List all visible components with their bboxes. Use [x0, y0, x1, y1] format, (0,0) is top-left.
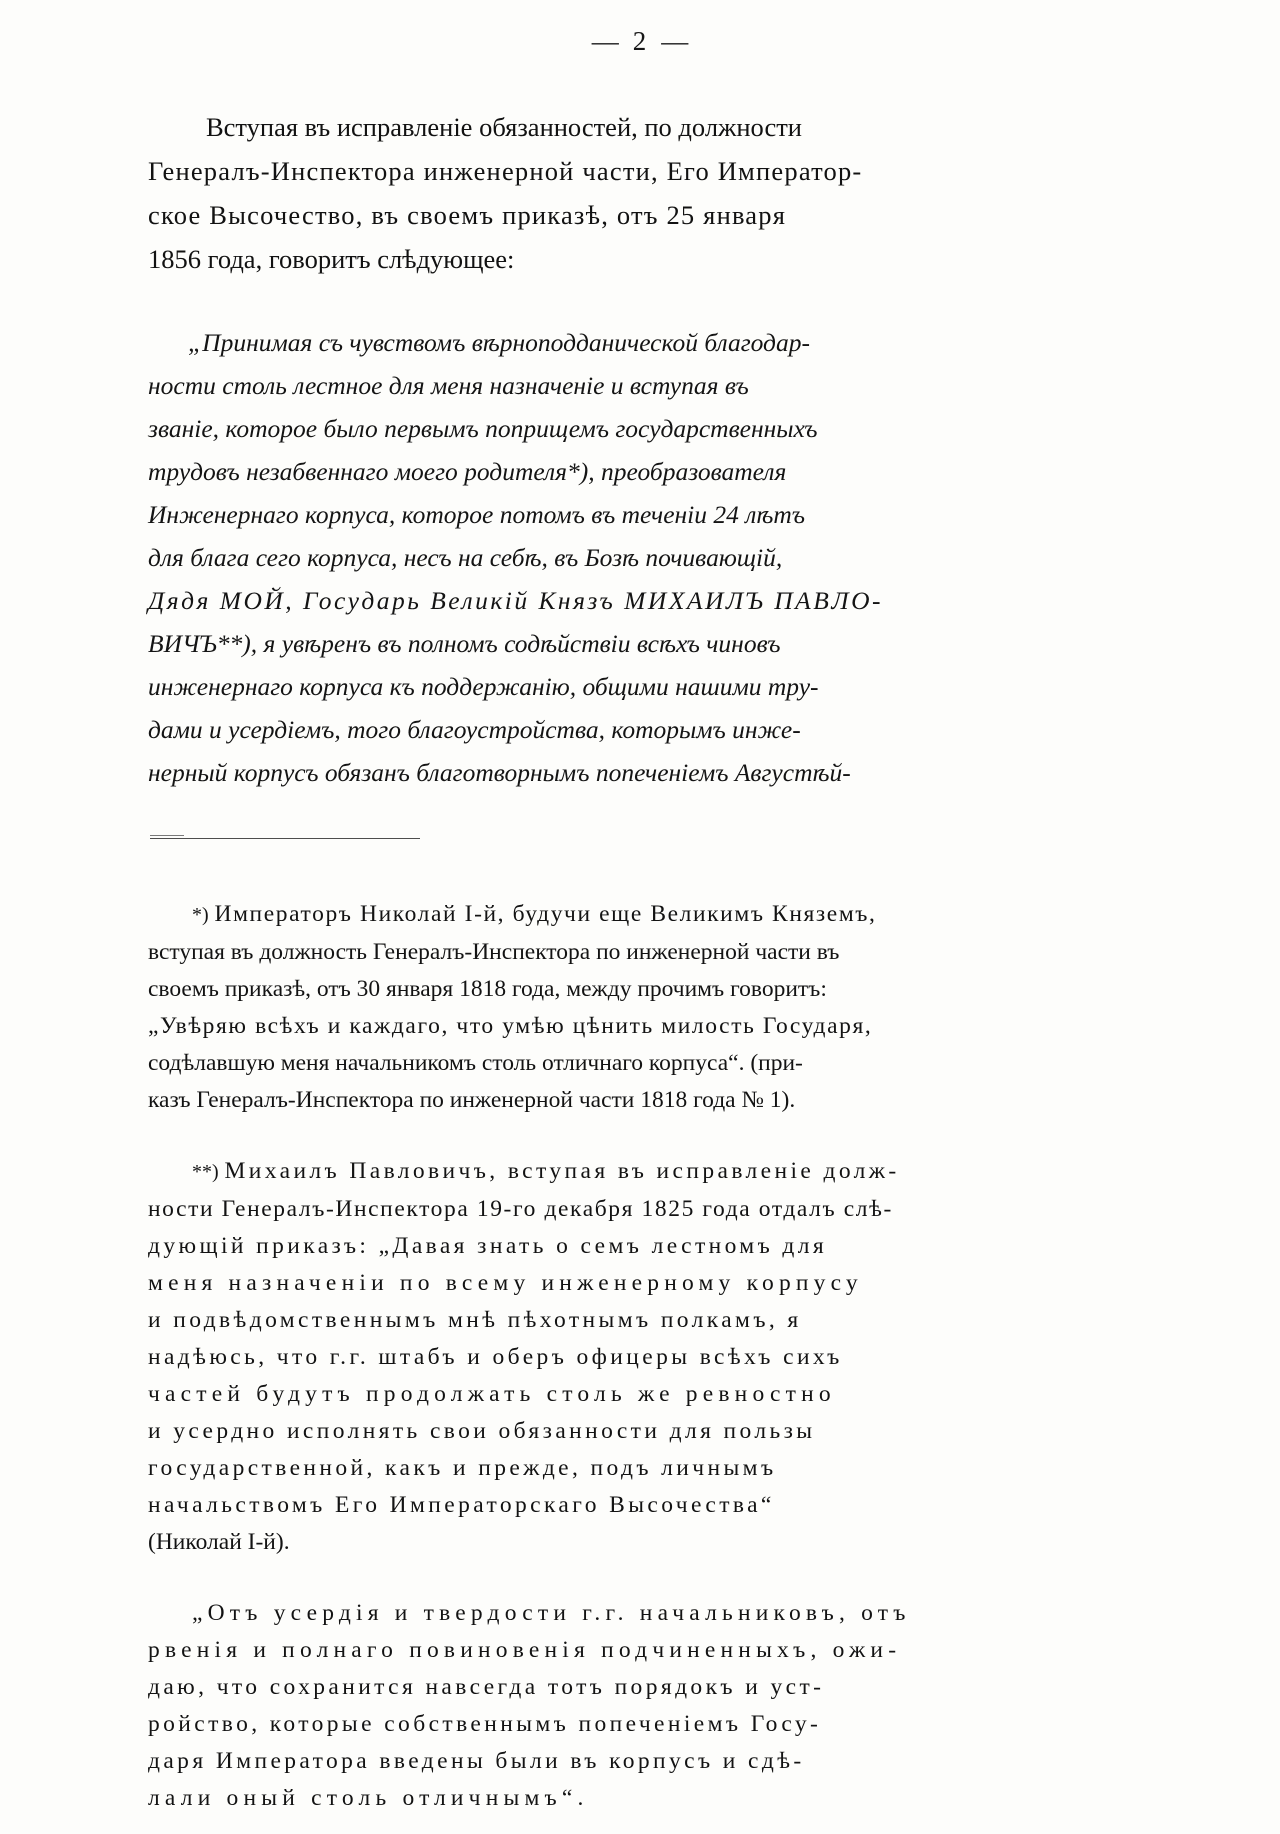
- main-paragraph-line-2: Генералъ-Инспектора инженерной части, Его Император-: [148, 156, 863, 186]
- footnote-1-marker: *): [192, 904, 209, 926]
- footnote-2-line-6: надѣюсь, что г.г. штабъ и оберъ офицеры всѣхъ сихъ: [148, 1344, 843, 1370]
- footnote-2-line-11: (Николай I-й).: [148, 1529, 290, 1555]
- quote-line-10: дами и усердіемъ, того благоустройства, которымъ инже-: [148, 715, 801, 744]
- footnote-2-line-8: и усердно исполнять свои обязанности для пользы: [148, 1418, 816, 1444]
- page-number-dash-left: —: [591, 26, 619, 56]
- footnote-1-line-4: „Увѣряю всѣхъ и каждаго, что умѣю цѣнить милость Государя,: [148, 1013, 873, 1039]
- footnote-2-line-2: ности Генералъ-Инспектора 19-го декабря 1825 года отдалъ слѣ-: [148, 1196, 893, 1222]
- footnote-1: [148, 896, 1132, 1119]
- quote-line-1: „Принимая съ чувствомъ вѣрноподданической благодар-: [188, 328, 810, 357]
- main-paragraph: [148, 105, 1132, 281]
- quotation-block: [148, 321, 1132, 794]
- page-number-dash-right: —: [661, 26, 689, 56]
- footnote-3-line-6: лали оный столь отличнымъ“.: [148, 1785, 589, 1811]
- main-paragraph-line-4: 1856 года, говоритъ слѣдующее:: [148, 244, 515, 274]
- footnote-2-line-7: частей будутъ продолжать столь же ревностно: [148, 1381, 836, 1407]
- footnote-2-line-1: Михаилъ Павловичъ, вступая въ исправленіе долж-: [224, 1158, 900, 1184]
- page-number-value: 2: [632, 26, 648, 56]
- footnote-2: [148, 1153, 1132, 1561]
- footnote-1-line-5: содѣлавшую меня начальникомъ столь отличнаго корпуса“. (при-: [148, 1050, 803, 1076]
- footnote-2-line-5: и подвѣдомственнымъ мнѣ пѣхотнымъ полкамъ, я: [148, 1307, 802, 1333]
- main-paragraph-line-3: ское Высочество, въ своемъ приказѣ, отъ 25 января: [148, 200, 787, 230]
- quote-line-6: для блага сего корпуса, несъ на себѣ, въ Бозѣ почивающій,: [148, 543, 783, 572]
- footnote-2-line-4: меня назначеніи по всему инженерному корпусу: [148, 1270, 863, 1296]
- quote-line-7: Дядя МОЙ, Государь Великій Князъ МИХАИЛЪ ПАВЛО-: [148, 586, 884, 615]
- quote-line-3: званіе, которое было первымъ поприщемъ государственныхъ: [148, 414, 818, 443]
- footnote-3: [148, 1595, 1132, 1817]
- page-number: [148, 26, 1132, 57]
- footnote-3-line-2: рвенія и полнаго повиновенія подчиненныхъ, ожи-: [148, 1637, 902, 1663]
- footnote-1-line-6: казъ Генералъ-Инспектора по инженерной части 1818 года № 1).: [148, 1087, 796, 1113]
- footnote-2-marker: **): [192, 1161, 219, 1183]
- footnote-1-line-3: своемъ приказѣ, отъ 30 января 1818 года, между прочимъ говоритъ:: [148, 976, 827, 1002]
- footnotes-section: [148, 896, 1132, 1817]
- footnote-2-line-10: начальствомъ Его Императорскаго Высочества“: [148, 1492, 775, 1518]
- footnote-1-line-2: вступая въ должность Генералъ-Инспектора по инженерной части въ: [148, 939, 840, 965]
- footnote-3-line-1: „Отъ усердія и твердости г.г. начальниковъ, отъ: [192, 1600, 911, 1626]
- quote-line-5: Инженернаго корпуса, которое потомъ въ теченіи 24 лѣтъ: [148, 500, 806, 529]
- footnote-separator: [148, 838, 1132, 860]
- footnote-3-line-3: даю, что сохранится навсегда тотъ порядокъ и уст-: [148, 1674, 825, 1700]
- footnote-2-line-9: государственной, какъ и прежде, подъ личнымъ: [148, 1455, 777, 1481]
- quote-line-8: ВИЧЪ**), я увѣренъ въ полномъ содѣйствіи всѣхъ чиновъ: [148, 629, 781, 658]
- quote-line-9: инженернаго корпуса къ поддержанію, общими нашими тру-: [148, 672, 819, 701]
- footnote-3-line-5: даря Императора введены были въ корпусъ и сдѣ-: [148, 1748, 805, 1774]
- quote-line-11: нерный корпусъ обязанъ благотворнымъ попеченіемъ Августѣй-: [148, 758, 851, 787]
- footnote-rule-line: [150, 838, 420, 839]
- quote-line-4: трудовъ незабвеннаго моего родителя*), преобразователя: [148, 457, 787, 486]
- footnote-2-line-3: дующій приказъ: „Давая знать о семъ лестномъ для: [148, 1233, 828, 1259]
- main-paragraph-line-1: Вступая въ исправленіе обязанностей, по должности: [206, 112, 802, 142]
- quote-line-2: ности столь лестное для меня назначеніе и вступая въ: [148, 371, 749, 400]
- footnote-3-line-4: ройство, которые собственнымъ попеченіемъ Госу-: [148, 1711, 822, 1737]
- page-content: [148, 0, 1132, 1834]
- footnote-1-line-1: Императоръ Николай I-й, будучи еще Великимъ Княземъ,: [214, 901, 877, 927]
